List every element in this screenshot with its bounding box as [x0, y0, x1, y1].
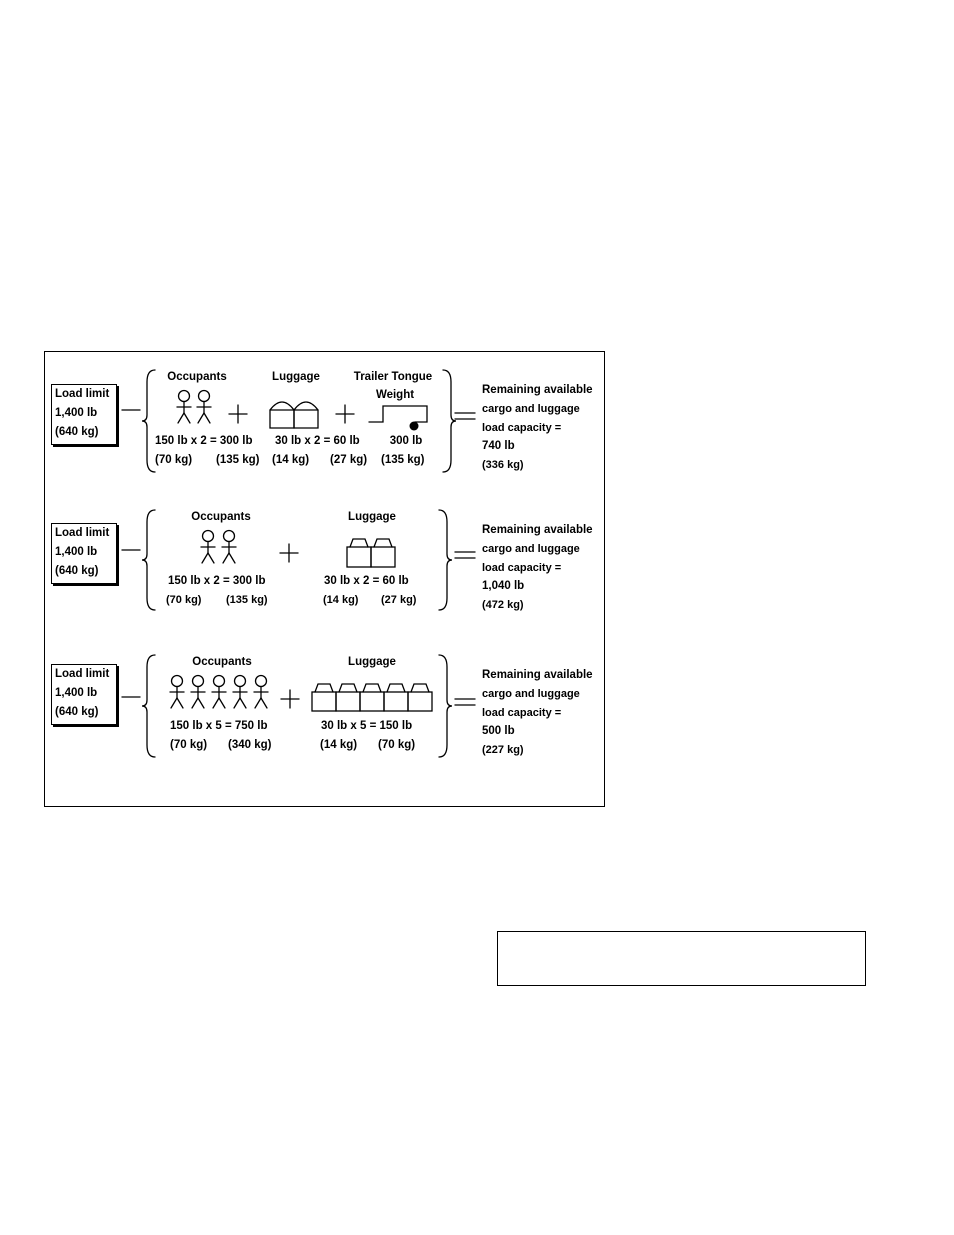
- luggage-icon: [350, 539, 368, 547]
- result-line2-row3: cargo and luggage: [482, 688, 580, 700]
- person-icon: [177, 391, 191, 424]
- result-lb-row3: 500 lb: [482, 725, 515, 737]
- occupants-label-row2: Occupants: [191, 511, 251, 523]
- person-icon: [191, 676, 205, 709]
- occupants-label-row1: Occupants: [167, 371, 227, 383]
- person-icon: [254, 676, 268, 709]
- load-limit-lb: 1,400 lb: [55, 546, 98, 558]
- left-bracket-row2: [142, 510, 155, 610]
- occupants-kg-total-row3: (340 kg): [228, 739, 272, 751]
- result-kg-row3: (227 kg): [482, 744, 524, 756]
- luggage-icon: [347, 547, 371, 567]
- result-line3-row3: load capacity =: [482, 707, 562, 719]
- result-line1-row1: Remaining available: [482, 384, 593, 396]
- result-line1-row2: Remaining available: [482, 524, 593, 536]
- person-icon: [197, 391, 211, 424]
- occupants-kg-each-row2: (70 kg): [166, 594, 202, 606]
- occupants-label-row3: Occupants: [192, 656, 252, 668]
- trailer-hitch-icon: [410, 422, 419, 431]
- load-limit-box-row2: [51, 523, 117, 584]
- luggage-icon: [411, 684, 429, 692]
- result-lb-row1: 740 lb: [482, 440, 515, 452]
- luggage-calc-row3: 30 lb x 5 = 150 lb: [321, 720, 413, 732]
- luggage-kg-total-row3: (70 kg): [378, 739, 416, 751]
- occupants-kg-total-row1: (135 kg): [216, 454, 260, 466]
- luggage-calc-row2: 30 lb x 2 = 60 lb: [324, 575, 409, 587]
- result-line1-row3: Remaining available: [482, 669, 593, 681]
- person-icon: [201, 531, 215, 564]
- person-icon: [233, 676, 247, 709]
- result-line3-row2: load capacity =: [482, 562, 562, 574]
- luggage-icon: [374, 539, 392, 547]
- luggage-label-row3: Luggage: [348, 656, 396, 668]
- load-limit-kg: (640 kg): [55, 565, 99, 577]
- left-bracket-row1: [142, 370, 155, 472]
- right-bracket-row1: [443, 370, 456, 472]
- luggage-icon: [270, 402, 294, 428]
- occupants-kg-total-row2: (135 kg): [226, 594, 268, 606]
- result-line2-row1: cargo and luggage: [482, 403, 580, 415]
- luggage-calc-row1: 30 lb x 2 = 60 lb: [275, 435, 360, 447]
- trailer-label-row1: Trailer Tongue: [353, 371, 433, 383]
- occupants-calc-row3: 150 lb x 5 = 750 lb: [170, 720, 268, 732]
- person-icon: [222, 531, 236, 564]
- load-limit-label: Load limit: [55, 668, 110, 680]
- luggage-kg-each-row2: (14 kg): [323, 594, 359, 606]
- occupants-calc-row1: 150 lb x 2 = 300 lb: [155, 435, 253, 447]
- trailer-label-weight-row1: Weight: [375, 389, 415, 401]
- luggage-icon: [294, 402, 318, 428]
- occupants-calc-row2: 150 lb x 2 = 300 lb: [168, 575, 266, 587]
- luggage-kg-each-row3: (14 kg): [320, 739, 358, 751]
- result-line3-row1: load capacity =: [482, 422, 562, 434]
- luggage-icon: [360, 692, 384, 711]
- luggage-icon: [371, 547, 395, 567]
- luggage-icon: [336, 692, 360, 711]
- result-kg-row1: (336 kg): [482, 459, 524, 471]
- luggage-icon: [387, 684, 405, 692]
- person-icon: [170, 676, 184, 709]
- empty-note-box: [497, 931, 866, 986]
- luggage-kg-total-row2: (27 kg): [381, 594, 417, 606]
- load-limit-lb: 1,400 lb: [55, 687, 98, 699]
- load-limit-box-row3: [51, 664, 117, 725]
- load-limit-kg: (640 kg): [55, 706, 99, 718]
- luggage-icon: [339, 684, 357, 692]
- result-kg-row2: (472 kg): [482, 599, 524, 611]
- luggage-kg-total-row1: (27 kg): [330, 454, 368, 466]
- occupants-kg-each-row3: (70 kg): [170, 739, 208, 751]
- right-bracket-row3: [439, 655, 452, 757]
- luggage-label-row2: Luggage: [348, 511, 396, 523]
- load-limit-kg: (640 kg): [55, 426, 99, 438]
- left-bracket-row3: [142, 655, 155, 757]
- load-calculation-figure: [44, 351, 605, 807]
- luggage-icon: [315, 684, 333, 692]
- load-limit-lb: 1,400 lb: [55, 407, 98, 419]
- trailer-icon: [369, 406, 427, 422]
- person-icon: [212, 676, 226, 709]
- luggage-icon: [408, 692, 432, 711]
- result-lb-row2: 1,040 lb: [482, 580, 525, 592]
- load-limit-label: Load limit: [55, 388, 110, 400]
- luggage-icon: [384, 692, 408, 711]
- right-bracket-row2: [439, 510, 452, 610]
- luggage-label-row1: Luggage: [272, 371, 320, 383]
- luggage-icon: [312, 692, 336, 711]
- trailer-calc-row1: 300 lb: [389, 435, 423, 447]
- load-limit-box-row1: [51, 384, 117, 445]
- luggage-icon: [363, 684, 381, 692]
- occupants-kg-each-row1: (70 kg): [155, 454, 193, 466]
- result-line2-row2: cargo and luggage: [482, 543, 580, 555]
- luggage-kg-each-row1: (14 kg): [272, 454, 310, 466]
- load-limit-label: Load limit: [55, 527, 110, 539]
- trailer-kg-row1: (135 kg): [381, 454, 425, 466]
